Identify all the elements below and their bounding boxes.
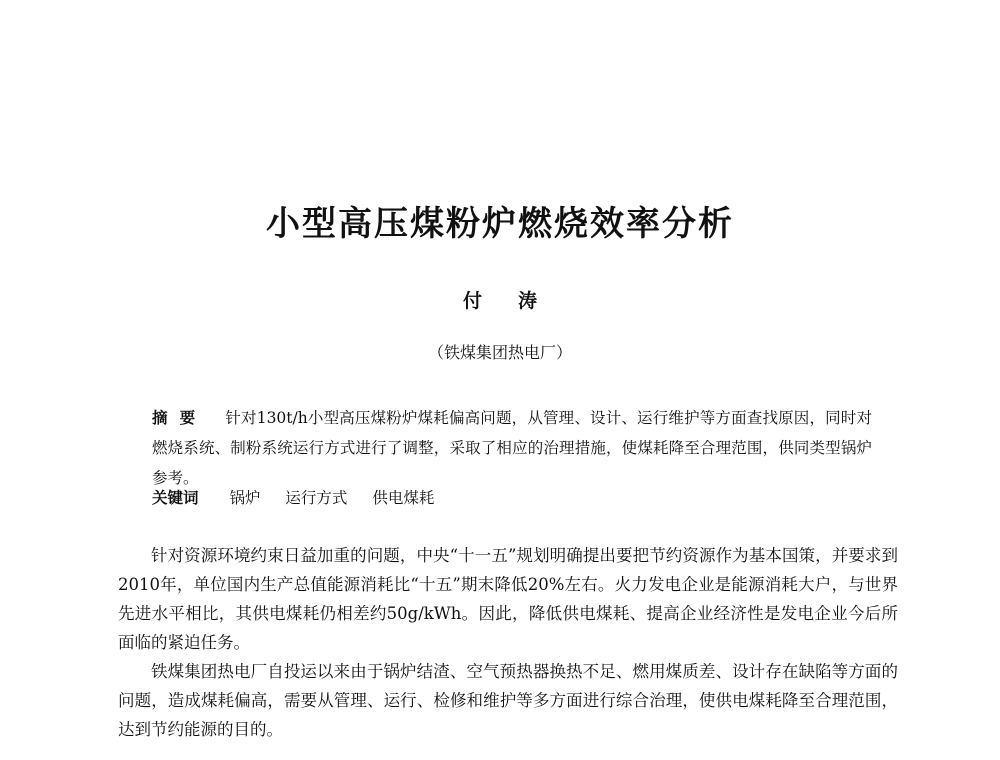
body-paragraph: 针对资源环境约束日益加重的问题，中央“十一五”规划明确提出要把节约资源作为基本国策，并要求到2010年，单位国内生产总值能源消耗比“十五”期末降低20%左右。火力发电企业是能源消耗大户，与世界先进水平相比，其供电煤耗仍相差约50g/kWh。因此，降低供电煤耗、提高企业经济性是发电企业今后所面临的紧迫任务。 <box>118 546 898 652</box>
abstract <box>152 403 872 493</box>
paper-affiliation: （铁煤集团热电厂） <box>427 343 572 362</box>
keyword-item: 锅炉 <box>229 489 261 507</box>
paper-author: 付涛 <box>462 290 573 312</box>
abstract-text: 针对130t/h小型高压煤粉炉煤耗偏高问题，从管理、设计、运行维护等方面查找原因，同时对燃烧系统、制粉系统运行方式进行了调整，采取了相应的治理措施，使煤耗降至合理范围，供同类型锅炉参考。 <box>152 409 872 487</box>
keywords-label: 关键词 <box>152 488 199 507</box>
paper-title: 小型高压煤粉炉燃烧效率分析 <box>266 204 734 244</box>
abstract-label: 摘要 <box>152 408 208 427</box>
keyword-item: 运行方式 <box>285 489 348 507</box>
keyword-item: 供电煤耗 <box>372 489 435 507</box>
body-text <box>118 541 898 744</box>
body-paragraph: 铁煤集团热电厂自投运以来由于锅炉结渣、空气预热器换热不足、燃用煤质差、设计存在缺陷等方面的问题，造成煤耗偏高，需要从管理、运行、检修和维护等多方面进行综合治理，使供电煤耗降至合理范围，达到节约能源的目的。 <box>118 662 898 739</box>
keywords <box>152 486 454 508</box>
